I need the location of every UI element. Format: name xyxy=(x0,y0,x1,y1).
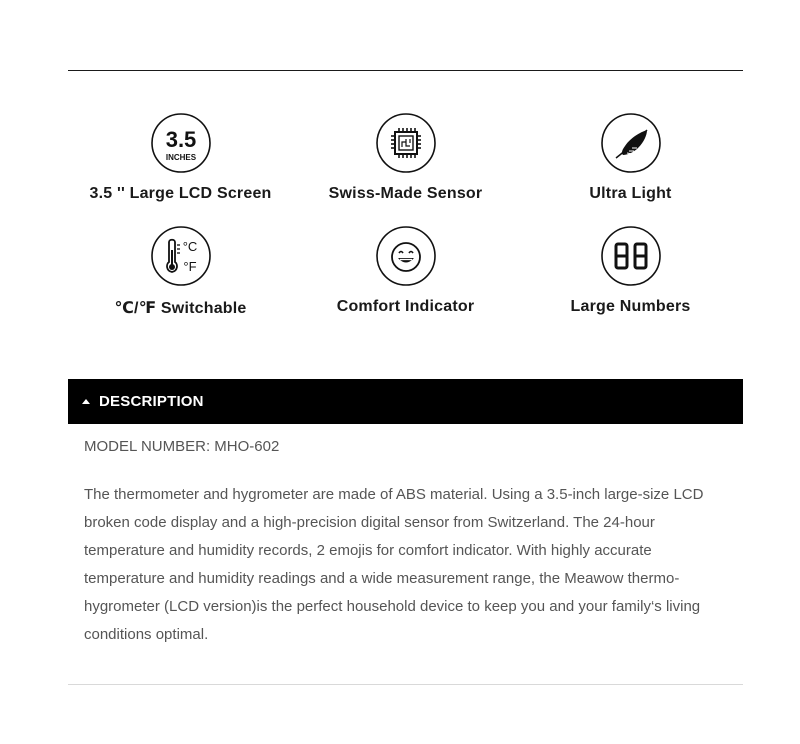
caret-up-icon xyxy=(82,399,90,404)
icon-small-text: INCHES xyxy=(165,153,196,162)
smiley-face-icon xyxy=(376,226,436,286)
bottom-divider xyxy=(68,684,743,685)
chip-sensor-icon xyxy=(376,113,436,173)
digits-88-icon xyxy=(601,226,661,286)
feature-label: Swiss-Made Sensor xyxy=(328,185,483,202)
feature-label: Ultra Light xyxy=(589,185,672,202)
description-text: The thermometer and hygrometer are made of ABS material. Using a 3.5-inch large-size LCD broken code display and a high-precision digital sensor from Switzerland. The 24-hour temperature and humidity records, 2 emojis for comfort indicator. With highly accurate temperature and humidity readings and a wide measurement range, the Meawow thermo-hygrometer (LCD version)is the perfect household device to keep you and your family‘s living conditions optimal. xyxy=(84,486,704,643)
icon-celsius-text: °C xyxy=(182,239,197,254)
3.5-inches-icon xyxy=(151,113,211,173)
description-body xyxy=(84,436,734,649)
feather-icon xyxy=(601,113,661,173)
feature-temp-switchable xyxy=(68,226,293,338)
feature-grid xyxy=(68,113,743,338)
description-accordion-header[interactable] xyxy=(68,379,743,424)
model-number: MODEL NUMBER: MHO-602 xyxy=(84,438,280,455)
feature-label: ℃/℉ Switchable xyxy=(114,300,247,317)
feature-ultra-light xyxy=(518,113,743,225)
icon-fahrenheit-text: °F xyxy=(182,259,197,274)
top-divider xyxy=(68,70,743,71)
feature-label: Comfort Indicator xyxy=(336,298,475,315)
feature-swiss-made-sensor xyxy=(293,113,518,225)
description-title: DESCRIPTION xyxy=(99,393,204,410)
thermometer-icon xyxy=(151,226,211,286)
feature-large-lcd-screen xyxy=(68,113,293,225)
feature-row xyxy=(68,113,743,225)
feature-label: Large Numbers xyxy=(570,298,691,315)
feature-label: 3.5 '' Large LCD Screen xyxy=(89,185,272,202)
feature-comfort-indicator xyxy=(293,226,518,338)
feature-large-numbers xyxy=(518,226,743,338)
feature-row xyxy=(68,226,743,338)
icon-big-text: 3.5 xyxy=(165,127,196,152)
